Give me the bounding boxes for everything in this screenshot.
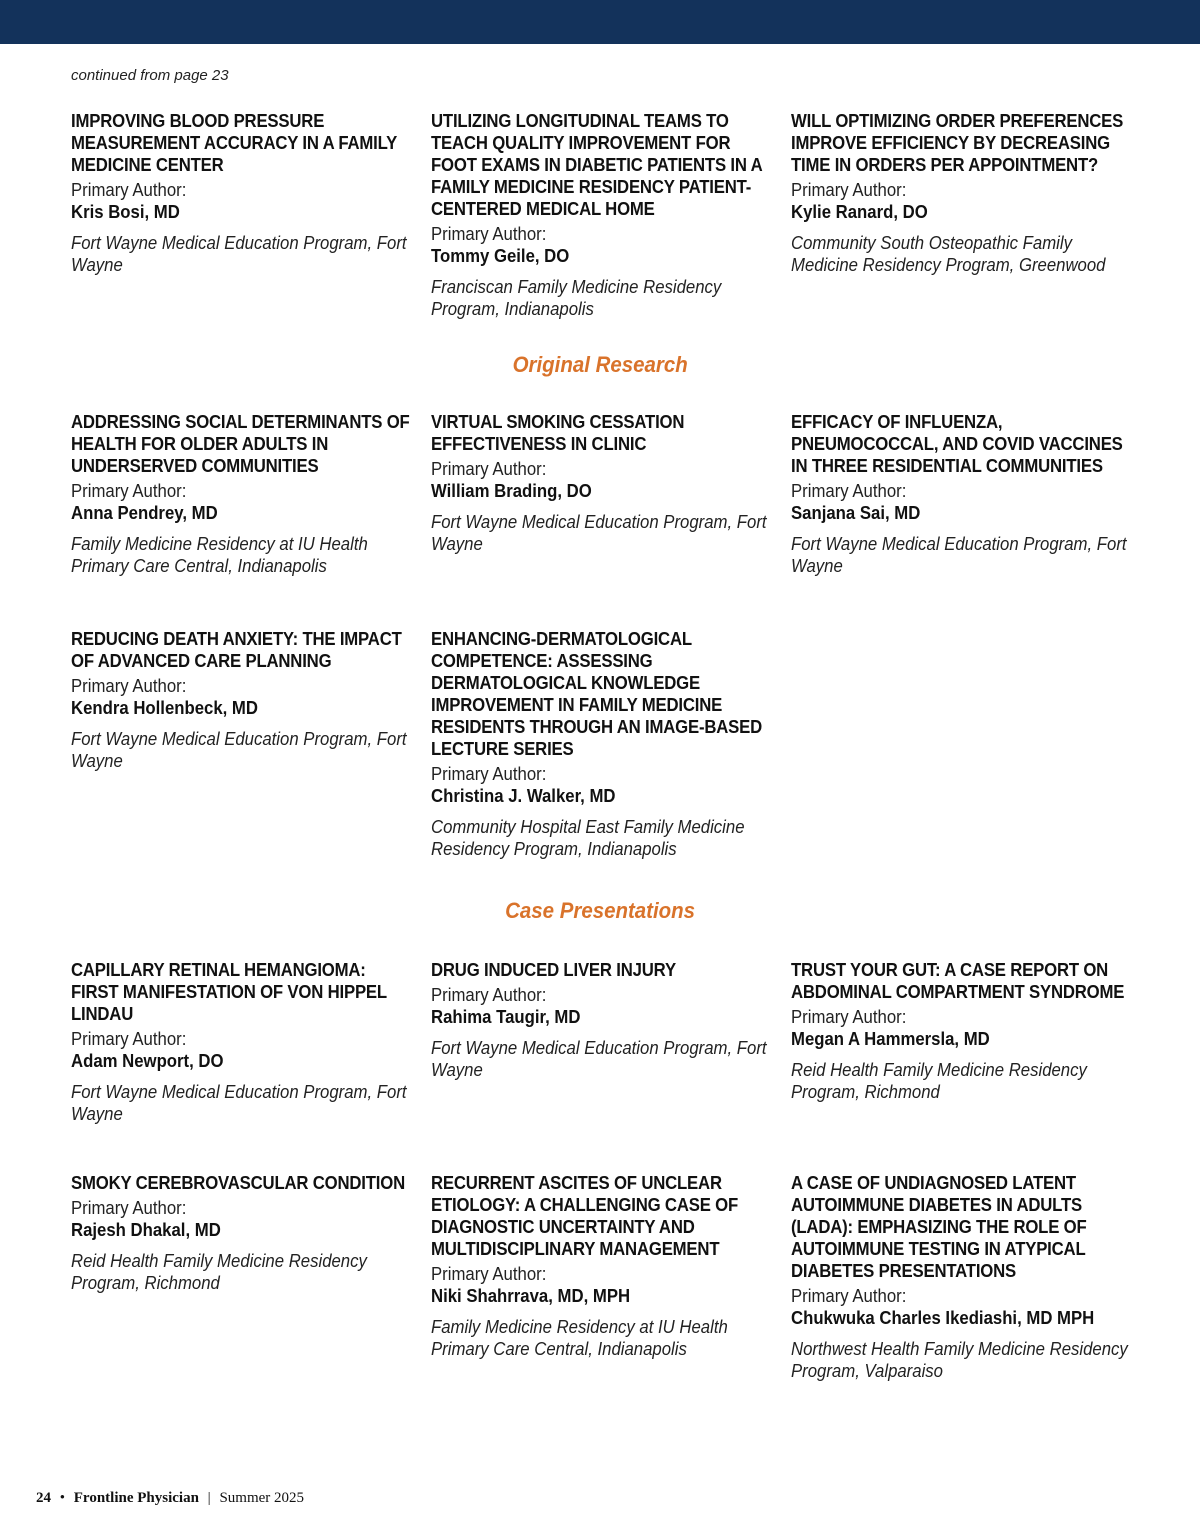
author-name: Anna Pendrey, MD [71, 503, 218, 523]
affiliation: Community Hospital East Family Medicine Residency Program, Indianapolis [431, 817, 745, 859]
author-label: Primary Author: [71, 1029, 187, 1049]
abstract-title: DRUG INDUCED LIVER INJURY [431, 960, 676, 980]
author-label: Primary Author: [71, 481, 187, 501]
abstract-title: EFFICACY OF INFLUENZA, PNEUMOCOCCAL, AND COVID VACCINES IN THREE RESIDENTIAL COMMUNITIES [791, 412, 1123, 476]
author-name: Tommy Geile, DO [431, 246, 570, 266]
affiliation: Franciscan Family Medicine Residency Program, Indianapolis [431, 277, 722, 319]
author-label: Primary Author: [791, 1007, 907, 1027]
affiliation: Fort Wayne Medical Education Program, Fort Wayne [431, 512, 767, 554]
abstract-title: TRUST YOUR GUT: A CASE REPORT ON ABDOMINAL COMPARTMENT SYNDROME [791, 960, 1125, 1002]
author-label: Primary Author: [431, 459, 547, 479]
affiliation: Family Medicine Residency at IU Health Primary Care Central, Indianapolis [431, 1317, 728, 1359]
affiliation: Fort Wayne Medical Education Program, Fort Wayne [71, 233, 407, 275]
section-heading-original-research: Original Research [512, 352, 688, 377]
abstract-entry [431, 959, 771, 1081]
author-label: Primary Author: [431, 985, 547, 1005]
continued-note: continued from page 23 [71, 67, 229, 84]
abstract-entry [71, 959, 411, 1125]
publication-name: Frontline Physician [73, 1490, 199, 1506]
abstract-entry [431, 1172, 771, 1360]
author-name: Chukwuka Charles Ikediashi, MD MPH [791, 1308, 1095, 1328]
author-name: Rajesh Dhakal, MD [71, 1220, 221, 1240]
section-heading-case-presentations: Case Presentations [505, 898, 695, 923]
author-name: Niki Shahrrava, MD, MPH [431, 1286, 631, 1306]
affiliation: Northwest Health Family Medicine Residency Program, Valparaiso [791, 1339, 1128, 1381]
abstract-entry [431, 110, 771, 320]
author-label: Primary Author: [791, 1286, 907, 1306]
page-footer [36, 1490, 304, 1507]
author-name: William Brading, DO [431, 481, 592, 501]
abstract-entry [431, 628, 771, 860]
abstract-entry [431, 411, 771, 555]
abstract-entry [791, 110, 1131, 276]
author-label: Primary Author: [431, 1264, 547, 1284]
abstract-entry [791, 411, 1131, 577]
affiliation: Reid Health Family Medicine Residency Program, Richmond [71, 1251, 367, 1293]
footer-bullet: • [59, 1490, 66, 1506]
author-label: Primary Author: [431, 224, 547, 244]
abstract-entry [791, 959, 1131, 1103]
author-name: Kendra Hollenbeck, MD [71, 698, 258, 718]
affiliation: Family Medicine Residency at IU Health Primary Care Central, Indianapolis [71, 534, 368, 576]
author-label: Primary Author: [71, 1198, 187, 1218]
page-number: 24 [36, 1490, 51, 1506]
abstract-title: IMPROVING BLOOD PRESSURE MEASUREMENT ACCURACY IN A FAMILY MEDICINE CENTER [71, 111, 397, 175]
author-label: Primary Author: [71, 676, 187, 696]
affiliation: Reid Health Family Medicine Residency Program, Richmond [791, 1060, 1087, 1102]
author-label: Primary Author: [431, 764, 547, 784]
abstract-title: ADDRESSING SOCIAL DETERMINANTS OF HEALTH FOR OLDER ADULTS IN UNDERSERVED COMMUNITIES [71, 412, 410, 476]
issue-date: Summer 2025 [219, 1490, 305, 1506]
affiliation: Fort Wayne Medical Education Program, Fort Wayne [71, 729, 407, 771]
affiliation: Fort Wayne Medical Education Program, Fort Wayne [431, 1038, 767, 1080]
abstract-entry [71, 1172, 411, 1294]
abstract-entry [71, 628, 411, 772]
abstract-title: UTILIZING LONGITUDINAL TEAMS TO TEACH QUALITY IMPROVEMENT FOR FOOT EXAMS IN DIABETIC PATIENTS IN A FAMILY MEDICINE RESIDENCY PATIENT-CENTERED MEDICAL HOME [431, 111, 762, 219]
affiliation: Fort Wayne Medical Education Program, Fort Wayne [71, 1082, 407, 1124]
author-name: Rahima Taugir, MD [431, 1007, 581, 1027]
author-name: Adam Newport, DO [71, 1051, 224, 1071]
header-bar [0, 0, 1200, 44]
author-label: Primary Author: [791, 481, 907, 501]
footer-separator: | [207, 1490, 211, 1506]
author-name: Sanjana Sai, MD [791, 503, 921, 523]
author-name: Megan A Hammersla, MD [791, 1029, 990, 1049]
abstract-entry [71, 110, 411, 276]
author-name: Christina J. Walker, MD [431, 786, 616, 806]
author-label: Primary Author: [791, 180, 907, 200]
abstract-title: CAPILLARY RETINAL HEMANGIOMA: FIRST MANIFESTATION OF VON HIPPEL LINDAU [71, 960, 387, 1024]
author-name: Kylie Ranard, DO [791, 202, 928, 222]
abstract-title: RECURRENT ASCITES OF UNCLEAR ETIOLOGY: A CHALLENGING CASE OF DIAGNOSTIC UNCERTAINTY AND MULTIDISCIPLINARY MANAGEMENT [431, 1173, 739, 1259]
abstract-entry [791, 1172, 1131, 1382]
author-name: Kris Bosi, MD [71, 202, 180, 222]
abstract-title: VIRTUAL SMOKING CESSATION EFFECTIVENESS IN CLINIC [431, 412, 685, 454]
abstract-entry [71, 411, 411, 577]
abstract-title: WILL OPTIMIZING ORDER PREFERENCES IMPROVE EFFICIENCY BY DECREASING TIME IN ORDERS PER APPOINTMENT? [791, 111, 1124, 175]
affiliation: Community South Osteopathic Family Medicine Residency Program, Greenwood [791, 233, 1106, 275]
author-label: Primary Author: [71, 180, 187, 200]
abstract-title: SMOKY CEREBROVASCULAR CONDITION [71, 1173, 406, 1193]
abstract-title: REDUCING DEATH ANXIETY: THE IMPACT OF ADVANCED CARE PLANNING [71, 629, 402, 671]
abstract-title: A CASE OF UNDIAGNOSED LATENT AUTOIMMUNE DIABETES IN ADULTS (LADA): EMPHASIZING THE ROLE OF AUTOIMMUNE TESTING IN ATYPICAL DIABETES PRESENTATIONS [791, 1173, 1087, 1281]
abstract-title: ENHANCING-DERMATOLOGICAL COMPETENCE: ASSESSING DERMATOLOGICAL KNOWLEDGE IMPROVEMENT IN FAMILY MEDICINE RESIDENTS THROUGH AN IMAGE-BASED LECTURE SERIES [431, 629, 763, 759]
affiliation: Fort Wayne Medical Education Program, Fort Wayne [791, 534, 1127, 576]
